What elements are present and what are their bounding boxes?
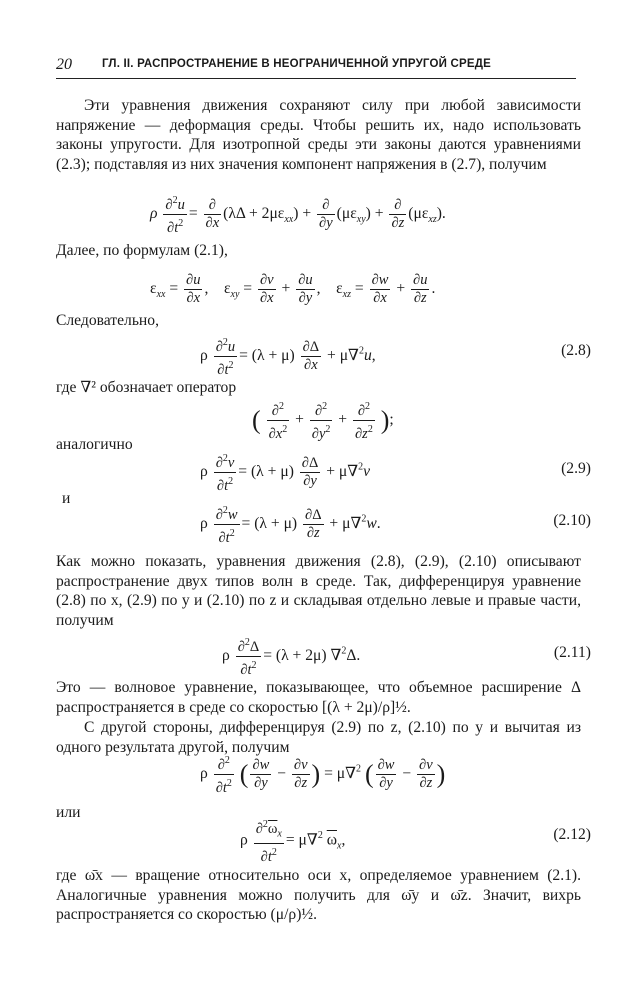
paragraph-9: С другой стороны, дифференцируя (2.9) по z, (2.10) по y и вычитая из одного результата другой, получим	[56, 719, 581, 756]
paragraph-4: где ∇² обозначает оператор	[56, 379, 237, 396]
equation-rotation-derivation: ρ $\frac{\partial^2}{\partial t^2}$ ( $\frac{\partial w}{\partial y}$ − $\frac{\partial v}{\partial z}$ ) = μ∇$^2$ ( $\frac{\partial w}{\partial y}$ − $\frac{\partial v}{\partial z}$ )	[200, 752, 445, 797]
equation-2-11: ρ $\frac{\partial^2\Delta}{\partial t^2}$ = (λ + 2μ) ∇$^2$Δ.	[222, 634, 360, 679]
equation-number-2-8: (2.8)	[561, 342, 591, 359]
paragraph-7: Как можно показать, уравнения движения (2.8), (2.9), (2.10) описывают распространение двух типов волн в среде. Так, дифференцируя уравнение (2.8) по x, (2.9) по y и (2.10) по z и складывая отдельно левые и правые части, получим	[56, 553, 581, 629]
equation-2-10: ρ $\frac{\partial^2w}{\partial t^2}$ = (λ + μ) $\frac{\partial\Delta}{\partial z}$ + μ∇$^2$w.	[200, 502, 381, 547]
page-header	[56, 56, 576, 79]
equation-2-12: ρ $\frac{\partial^2\overline{\omega}_x}{\partial t^2}$ = μ∇$^2$ $\overline{\omega}_x$,	[240, 816, 345, 866]
equation-number-2-11: (2.11)	[553, 644, 591, 661]
paragraph-1: Эти уравнения движения сохраняют силу при любой зависимости напряжение — деформация среды. Чтобы решить их, надо использовать законы упругости. Для изотропной среды эти законы даются уравнениями (2.3); подставляя из них значения компонент напряжения в (2.7), получим	[56, 97, 581, 173]
paragraph-8: Это — волновое уравнение, показывающее, что объемное расширение Δ распространяется в среде со скоростью [(λ + 2μ)/ρ]½.	[56, 679, 581, 716]
paragraph-5: аналогично	[56, 436, 133, 453]
equation-number-2-10: (2.10)	[553, 512, 591, 529]
running-title: ГЛ. II. РАСПРОСТРАНЕНИЕ В НЕОГРАНИЧЕННОЙ УПРУГОЙ СРЕДЕ	[102, 58, 492, 70]
paragraph-11: где ω̄x — вращение относительно оси x, определяемое уравнением (2.1). Аналогичные уравнения можно получить для ω̄y и ω̄z. Значит, вихрь распространяется со скоростью (μ/ρ)½.	[56, 867, 581, 924]
equation-strains: $\varepsilon_{xx}$ = $\frac{\partial u}{\partial x}$ , $\varepsilon_{xy}$ = $\frac{\partial v}{\partial x}$ + $\frac{\partial u}{\partial y}$ , $\varepsilon_{xz}$ = $\frac{\partial w}{\partial x}$ + $\frac{\partial u}{\partial z}$ .	[150, 272, 436, 306]
paragraph-10: или	[56, 804, 81, 821]
equation-number-2-9: (2.9)	[561, 460, 591, 477]
paragraph-3: Следовательно,	[56, 312, 159, 329]
paragraph-2: Далее, по формулам (2.1),	[56, 242, 228, 259]
equation-stress-substitution: ρ $\frac{\partial^2u}{\partial t^2}$ = $\frac{\partial}{\partial x}$ $(\lambda\Delta + 2\mu\varepsilon_{xx})$ + $\frac{\partial}{\partial y}$ $(\mu\varepsilon_{xy})$ + $\frac{\partial}{\partial z}$ $(\mu\varepsilon_{xz})$.	[150, 192, 446, 237]
equation-2-8: ρ $\frac{\partial^2u}{\partial t^2}$ = (λ + μ) $\frac{\partial\Delta}{\partial x}$ + μ∇$^2$u,	[200, 334, 376, 379]
equation-2-9: ρ $\frac{\partial^2v}{\partial t^2}$ = (λ + μ) $\frac{\partial\Delta}{\partial y}$ + μ∇$^2$v	[200, 450, 370, 495]
paragraph-6: и	[62, 490, 71, 507]
equation-number-2-12: (2.12)	[553, 826, 591, 843]
equation-laplacian-operator: ( $\frac{\partial^2}{\partial x^2}$ + $\frac{\partial^2}{\partial y^2}$ + $\frac{\partial^2}{\partial z^2}$ );	[252, 398, 394, 443]
page-number: 20	[56, 56, 72, 73]
